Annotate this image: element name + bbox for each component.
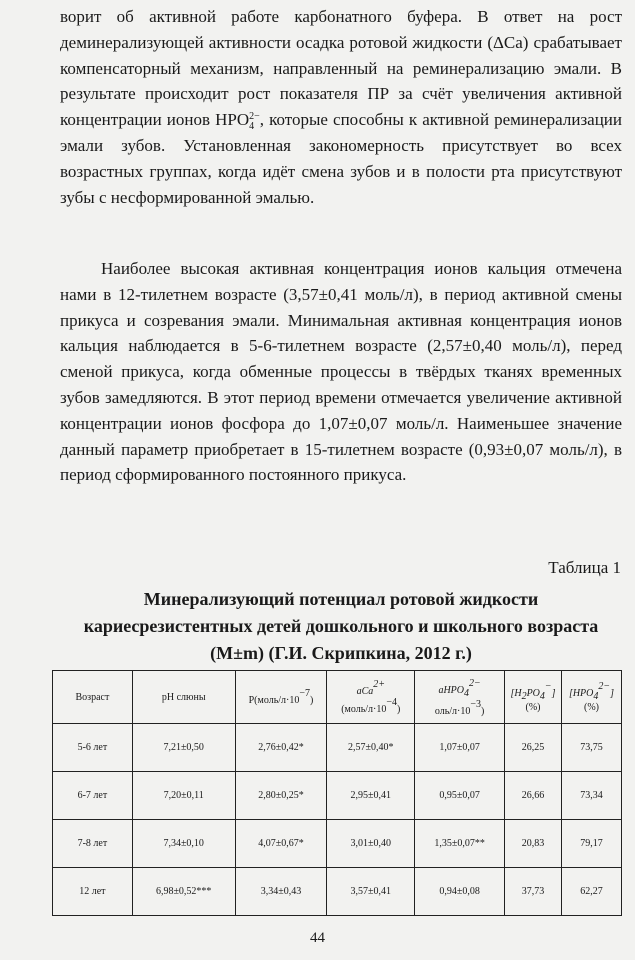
header-p: P(моль/л·10−7) [235,671,327,724]
cell-hpo4: 62,27 [561,868,621,916]
cell-ph: 7,21±0,50 [132,724,235,772]
cell-aca: 2,95±0,41 [327,772,415,820]
cell-aca: 3,01±0,40 [327,820,415,868]
cell-p: 4,07±0,67* [235,820,327,868]
cell-ph: 6,98±0,52*** [132,868,235,916]
paragraph-1-end: , которые способны к активной реминерализации эмали зубов. Установленная закономерность присутствует во всех возрастных группах, когда идёт смена зубов и в полости рта присутствуют зубы с несформированной эмалью. [60,110,623,207]
data-table [52,670,622,916]
cell-p: 2,76±0,42* [235,724,327,772]
paragraph-1-text: ворит об активной работе карбонатного буфера. В ответ на рост деминерализующей активности осадка ротовой жидкости (ΔCa) срабатывает компенсаторный механизм, направленный на реминерализацию эмали. В результате происходит рост показателя ПР за счёт увеличения активной концентрации ионов [60,7,622,130]
cell-hpo4: 73,34 [561,772,621,820]
cell-hpo4: 79,17 [561,820,621,868]
cell-aca: 2,57±0,40* [327,724,415,772]
cell-h2po4: 37,73 [505,868,562,916]
cell-h2po4: 26,25 [505,724,562,772]
cell-age: 6-7 лет [53,772,133,820]
hpo4-ion: HPO 2− 4 [215,110,260,133]
table-label: Таблица 1 [548,558,621,577]
cell-ahpo4: 0,94±0,08 [415,868,505,916]
cell-aca: 3,57±0,41 [327,868,415,916]
paragraph-1 [60,4,622,210]
cell-h2po4: 26,66 [505,772,562,820]
cell-ahpo4: 1,07±0,07 [415,724,505,772]
cell-ph: 7,20±0,11 [132,772,235,820]
paragraph-2: Наиболее высокая активная концентрация ионов кальция отмечена нами в 12-тилетнем возрасте (3,57±0,41 моль/л), в период активной смены прикуса и созревания эмали. Минимальная активная концентрация ионов кальция наблюдается в 5-6-тилетнем возрасте (2,57±0,40 моль/л), перед сменой прикуса, когда обменные процессы в твёрдых тканях временных зубов замедляются. В этот период времени отмечается увеличение активной концентрации ионов фосфора до 1,07±0,07 моль/л. Наименьшее значение данный параметр приобретает в 15-тилетнем возрасте (0,93±0,07 моль/л), в период сформированного постоянного прикуса. [60,259,622,485]
header-ahpo4: aHPO42− оль/л·10−3) [415,671,505,724]
cell-age: 12 лет [53,868,133,916]
cell-ahpo4: 1,35±0,07** [415,820,505,868]
header-ph: pH слюны [132,671,235,724]
table-row [53,820,622,868]
table-row [53,868,622,916]
page-number: 44 [310,930,325,946]
table-header-row [53,671,622,724]
table-title: Минерализующий потенциал ротовой жидкости кариесрезистентных детей дошкольного и школьного возраста (M±m) (Г.И. Скрипкина, 2012 г.) [83,589,599,663]
header-age: Возраст [53,671,133,724]
cell-h2po4: 20,83 [505,820,562,868]
cell-p: 3,34±0,43 [235,868,327,916]
header-aca: aCa2+ (моль/л·10−4) [327,671,415,724]
cell-age: 5-6 лет [53,724,133,772]
table-row [53,724,622,772]
table-row [53,772,622,820]
cell-ahpo4: 0,95±0,07 [415,772,505,820]
cell-hpo4: 73,75 [561,724,621,772]
cell-ph: 7,34±0,10 [132,820,235,868]
header-hpo4: [HPO42−] (%) [561,671,621,724]
header-h2po4: [H2PO4−] (%) [505,671,562,724]
cell-age: 7-8 лет [53,820,133,868]
cell-p: 2,80±0,25* [235,772,327,820]
